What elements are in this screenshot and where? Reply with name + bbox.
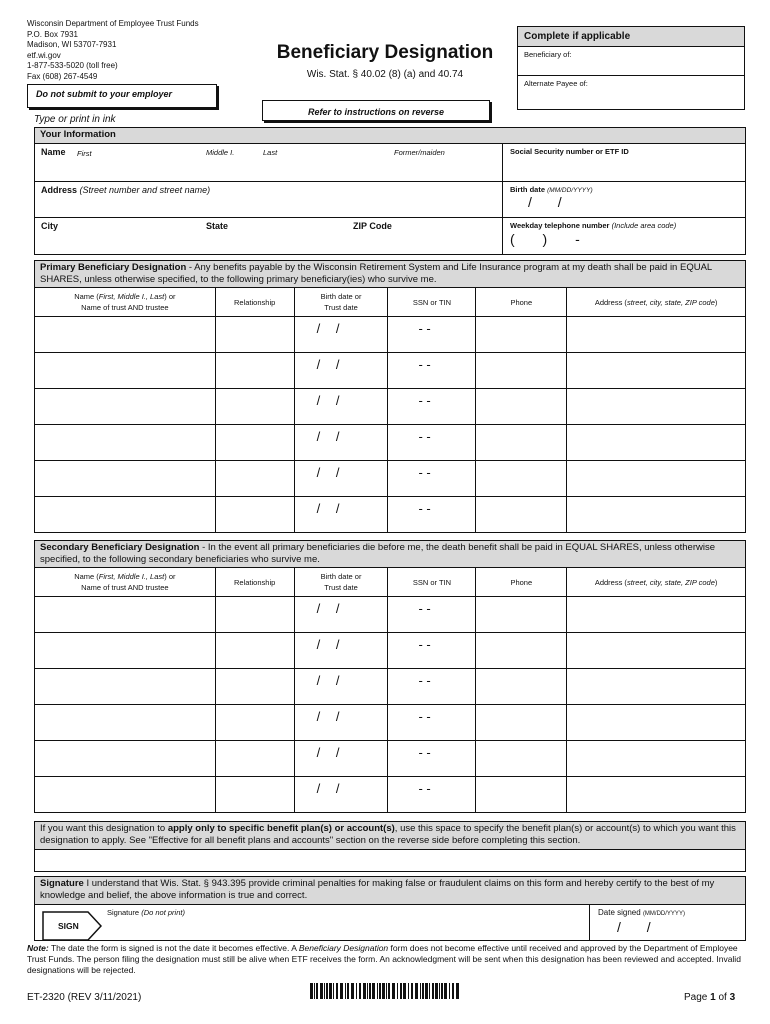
ssn-cell[interactable]: - - [388,597,476,633]
secondary-beneficiary-header [34,540,746,567]
relationship-cell[interactable] [215,633,294,669]
table-header-row [35,568,746,597]
first-label: First [77,149,92,158]
phone-cell[interactable] [476,497,567,533]
barcode-bar [441,983,443,999]
primary-title: Primary Beneficiary Designation [40,262,187,273]
agency-line: Wisconsin Department of Employee Trust Funds [27,19,199,28]
barcode-bar [347,983,349,999]
relationship-cell[interactable] [215,317,294,353]
birth-date-cell[interactable]: / / [294,425,388,461]
barcode-bar [439,983,440,999]
address-cell[interactable] [567,669,746,705]
barcode-bar [452,983,454,999]
city-state-zip-field[interactable] [35,218,503,254]
ssn-cell[interactable]: - - [388,317,476,353]
relationship-cell[interactable] [215,705,294,741]
table-row [35,425,746,461]
birth-date-cell[interactable]: / / [294,741,388,777]
name-cell[interactable] [35,461,216,497]
barcode-bar [422,983,424,999]
col-birth-date: Birth date or Trust date [294,568,388,597]
table-row [35,741,746,777]
barcode-bar [432,983,434,999]
ssn-label: Social Security number or ETF ID [510,147,629,156]
complete-if-applicable-title: Complete if applicable [518,27,744,47]
primary-text: - Any benefits payable by the Wisconsin Retirement System and Life Insurance program at my death shall be paid in EQUAL SHARES, unless otherwise specified, to the following primary beneficiary(ies) who survive me. [40,262,712,285]
ssn-cell[interactable]: - - [388,497,476,533]
signature-hint: (Do not print) [141,908,185,917]
ssn-cell[interactable]: - - [388,705,476,741]
address-cell[interactable] [567,597,746,633]
barcode-bar [429,983,430,999]
relationship-cell[interactable] [215,497,294,533]
ssn-cell[interactable]: - - [388,777,476,813]
sign-arrow [42,911,102,941]
phone-field[interactable] [504,218,745,254]
note-text: Note: The date the form is signed is not the date it becomes effective. A Beneficiary Designation form does not become effective until received and approved by the Department of Employee Trust Funds. The person filing the designation must still be alive when ETF receives the form. An acknowledgment will be sent when this designation has been reviewed and accepted. Invalid designations will be rejected. [27,943,741,975]
barcode-bar [408,983,409,999]
barcode-bar [403,983,406,999]
relationship-cell[interactable] [215,461,294,497]
barcode-bar [397,983,398,999]
secondary-title: Secondary Beneficiary Designation [40,542,200,553]
birth-date-field[interactable] [504,182,745,217]
table-row [35,497,746,533]
address-cell[interactable] [567,633,746,669]
alternate-payee-field[interactable] [518,75,744,103]
address-hint: (Street number and street name) [79,185,211,195]
col-name: Name (First, Middle I., Last) or Name of trust AND trustee [35,288,216,317]
barcode-bar [379,983,381,999]
table-row [35,777,746,813]
middle-label: Middle I. [206,148,235,157]
phone-hint: (Include area code) [611,221,677,230]
barcode-bar [420,983,421,999]
barcode-bar [356,983,357,999]
your-information-title: Your Information [35,128,745,144]
do-not-submit-notice: Do not submit to your employer [27,84,217,108]
relationship-cell[interactable] [215,597,294,633]
name-cell[interactable] [35,353,216,389]
phone-mask: ( ) - [510,231,580,247]
state-label: State [206,221,229,231]
name-cell[interactable] [35,633,216,669]
address-cell[interactable] [567,497,746,533]
table-row [35,705,746,741]
form-subtitle: Wis. Stat. § 40.02 (8) (a) and 40.74 [306,69,464,80]
barcode-bar [314,983,315,999]
name-cell[interactable] [35,389,216,425]
date-signed-mask: / / [617,919,651,935]
barcode-bar [326,983,328,999]
specific-plans-section [34,821,746,872]
ssn-cell[interactable]: - - [388,461,476,497]
barcode-image [310,983,460,1003]
name-cell[interactable] [35,777,216,813]
col-address: Address (street, city, state, ZIP code) [567,288,746,317]
date-signed-hint: (MM/DD/YYYY) [642,911,685,917]
relationship-cell[interactable] [215,741,294,777]
barcode-bar [456,983,459,999]
ssn-cell[interactable]: - - [388,633,476,669]
name-cell[interactable] [35,425,216,461]
barcode-bar [310,983,313,999]
agency-line: Madison, WI 53707-7931 [27,40,117,49]
beneficiary-of-label: Beneficiary of: [524,50,572,59]
phone-cell[interactable] [476,353,567,389]
ssn-cell[interactable]: - - [388,389,476,425]
name-cell[interactable] [35,669,216,705]
complete-if-applicable-box [517,26,745,110]
table-row [35,317,746,353]
phone-cell[interactable] [476,317,567,353]
primary-beneficiary-header [34,260,746,287]
barcode-bar [392,983,395,999]
form-id: ET-2320 (REV 3/11/2021) [27,992,142,1003]
sign-arrow-label: SIGN [58,921,79,931]
primary-beneficiary-table [34,287,746,533]
birth-date-cell[interactable]: / / [294,389,388,425]
birth-date-cell[interactable]: / / [294,461,388,497]
phone-cell[interactable] [476,741,567,777]
barcode-bar [320,983,323,999]
name-cell[interactable] [35,705,216,741]
address-cell[interactable] [567,389,746,425]
barcode-bar [388,983,390,999]
address-cell[interactable] [567,461,746,497]
barcode-bar [329,983,332,999]
name-label: Name [41,147,66,157]
signature-text: Signature I understand that Wis. Stat. § 943.395 provide criminal penalties for making false or fraudulent claims on this form and hereby certify to the best of my knowledge and belief, the above information is true and correct. [35,877,745,905]
ssn-cell[interactable]: - - [388,741,476,777]
relationship-cell[interactable] [215,353,294,389]
col-name: Name (First, Middle I., Last) or Name of trust AND trustee [35,568,216,597]
barcode-bar [333,983,334,999]
secondary-text: - In the event all primary beneficiaries die before me, the death benefit shall be paid in EQUAL SHARES, unless otherwise specified, to the following secondary beneficiaries who survive me. [40,542,716,565]
barcode-bar [316,983,318,999]
relationship-cell[interactable] [215,389,294,425]
ssn-field[interactable] [504,144,745,181]
form-title: Beneficiary Designation [276,42,494,63]
ssn-cell[interactable]: - - [388,425,476,461]
col-phone: Phone [476,568,567,597]
agency-line: Fax (608) 267-4549 [27,71,98,81]
birth-slashes: / / [528,194,562,210]
address-cell[interactable] [567,317,746,353]
former-label: Former/maiden [394,148,445,157]
barcode-bar [425,983,428,999]
name-cell[interactable] [35,741,216,777]
page-indicator: Page 1 of 3 [684,992,736,1003]
barcode-bar [386,983,387,999]
barcode-graphic [310,983,460,1003]
signature-field[interactable] [35,905,590,940]
barcode-bar [324,983,325,999]
barcode-bar [435,983,438,999]
address-field[interactable] [35,182,503,217]
ssn-cell[interactable]: - - [388,669,476,705]
birth-date-cell[interactable]: / / [294,705,388,741]
specific-plans-input[interactable] [35,850,745,871]
col-relationship: Relationship [215,568,294,597]
your-information-section [34,127,746,255]
secondary-beneficiary-table [34,567,746,813]
address-label: Address [41,185,78,195]
city-label: City [41,221,59,231]
phone-cell[interactable] [476,597,567,633]
barcode-bar [400,983,402,999]
barcode-bar [336,983,338,999]
table-row [35,353,746,389]
barcode-bar [382,983,385,999]
table-header-row [35,288,746,317]
table-row [35,633,746,669]
date-signed-field[interactable] [591,905,745,940]
barcode-bar [449,983,450,999]
birth-date-cell[interactable]: / / [294,669,388,705]
table-row [35,597,746,633]
specific-plans-text: If you want this designation to apply only to specific benefit plan(s) or account(s), use this space to specify the benefit plan(s) or account(s) to which you want this designation to apply. See "Effective for all benefit plans and accounts" section on the reverse side before completing this section. [35,822,745,850]
birth-date-cell[interactable]: / / [294,633,388,669]
date-signed-label: Date signed [598,908,641,917]
signature-section [34,876,746,941]
refer-instructions-notice: Refer to instructions on reverse [262,100,490,121]
barcode-bar [359,983,361,999]
name-field[interactable] [35,144,503,181]
name-cell[interactable] [35,597,216,633]
barcode-bar [377,983,378,999]
relationship-cell[interactable] [215,425,294,461]
address-cell[interactable] [567,353,746,389]
zip-label: ZIP Code [353,221,392,231]
barcode-bar [345,983,346,999]
barcode-bar [411,983,413,999]
birth-date-cell[interactable]: / / [294,497,388,533]
birth-date-cell[interactable]: / / [294,597,388,633]
phone-cell[interactable] [476,777,567,813]
table-row [35,389,746,425]
birth-date-cell[interactable]: / / [294,353,388,389]
barcode-bar [369,983,371,999]
name-cell[interactable] [35,497,216,533]
col-address: Address (street, city, state, ZIP code) [567,568,746,597]
birth-date-cell[interactable]: / / [294,317,388,353]
barcode-bar [444,983,447,999]
type-print-note: Type or print in ink [34,114,116,125]
barcode-bar [351,983,354,999]
col-birth-date: Birth date or Trust date [294,288,388,317]
alternate-payee-label: Alternate Payee of: [524,79,588,88]
address-cell[interactable] [567,425,746,461]
phone-cell[interactable] [476,461,567,497]
col-relationship: Relationship [215,288,294,317]
col-phone: Phone [476,288,567,317]
relationship-cell[interactable] [215,777,294,813]
ssn-cell[interactable]: - - [388,353,476,389]
phone-cell[interactable] [476,705,567,741]
phone-cell[interactable] [476,425,567,461]
birth-hint: (MM/DD/YYYY) [547,187,593,194]
table-row [35,669,746,705]
col-ssn: SSN or TIN [388,568,476,597]
agency-line: etf.wi.gov [27,50,61,60]
birth-label: Birth date [510,185,546,194]
signature-label: Signature [107,908,140,917]
phone-cell[interactable] [476,389,567,425]
name-cell[interactable] [35,317,216,353]
phone-cell[interactable] [476,669,567,705]
agency-address [27,19,199,82]
agency-line: P.O. Box 7931 [27,29,78,39]
address-cell[interactable] [567,777,746,813]
phone-cell[interactable] [476,633,567,669]
address-cell[interactable] [567,741,746,777]
table-row [35,461,746,497]
agency-line: 1-877-533-5020 (toll free) [27,61,118,70]
address-cell[interactable] [567,705,746,741]
birth-date-cell[interactable]: / / [294,777,388,813]
barcode-bar [363,983,366,999]
beneficiary-of-field[interactable] [518,47,744,75]
barcode-bar [415,983,418,999]
last-label: Last [263,148,278,157]
barcode-bar [367,983,368,999]
relationship-cell[interactable] [215,669,294,705]
barcode-bar [340,983,343,999]
barcode-bar [372,983,375,999]
phone-label: Weekday telephone number [510,221,610,230]
col-ssn: SSN or TIN [388,288,476,317]
